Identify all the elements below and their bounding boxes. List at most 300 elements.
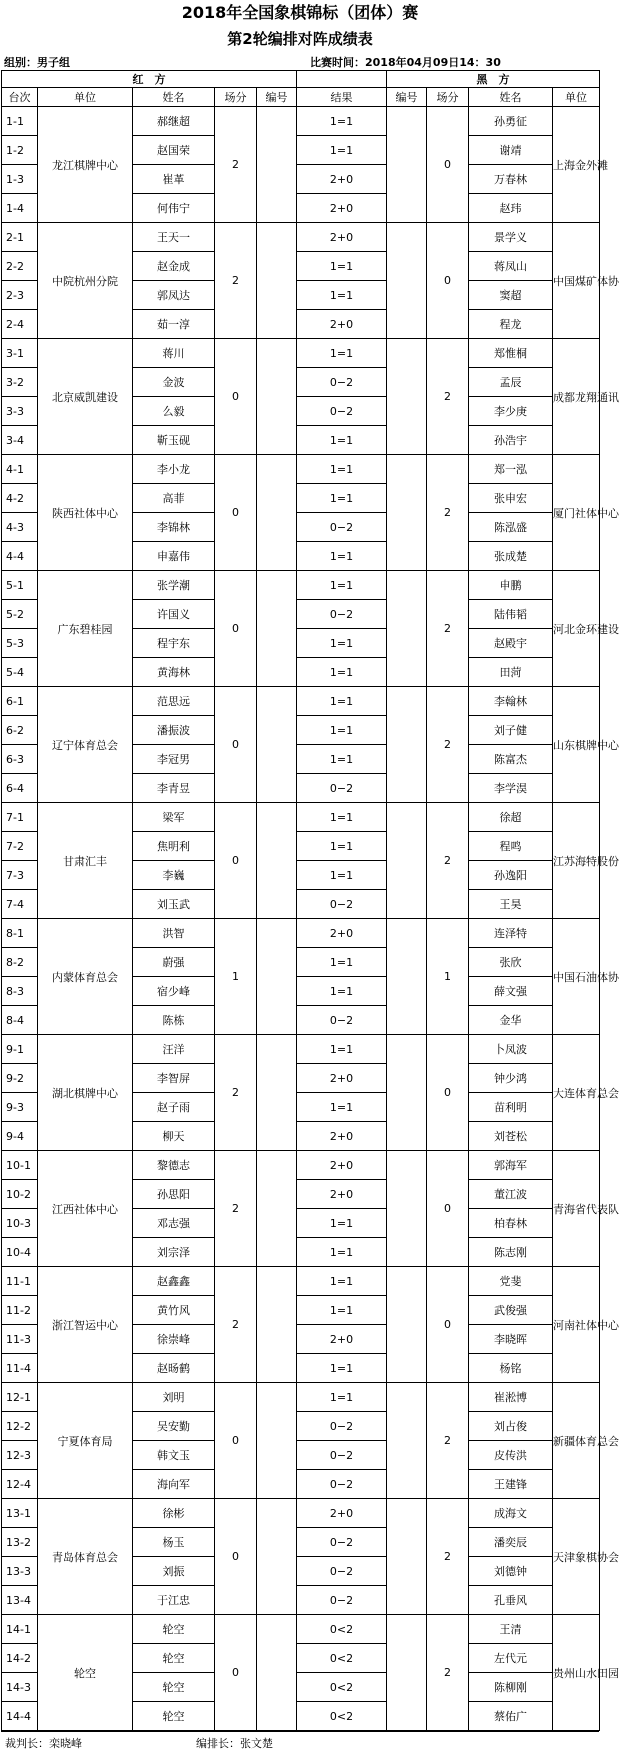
black-code — [387, 919, 427, 1035]
board-number: 7-3 — [2, 861, 38, 890]
board-number: 6-2 — [2, 716, 38, 745]
info-bar — [0, 52, 600, 70]
red-score: 0 — [215, 1383, 257, 1499]
col-table-no: 台次 — [2, 88, 38, 107]
board-result: 1=1 — [297, 1093, 387, 1122]
black-player: 孙勇征 — [469, 107, 553, 136]
arranger — [196, 1735, 273, 1751]
black-player: 王建锋 — [469, 1470, 553, 1499]
board-row — [2, 107, 600, 136]
board-number: 3-4 — [2, 426, 38, 455]
black-team: 贵州山水田园 — [553, 1615, 600, 1731]
black-player: 钟少鸿 — [469, 1064, 553, 1093]
board-result: 0−2 — [297, 1528, 387, 1557]
black-code — [387, 571, 427, 687]
black-player: 赵玮 — [469, 194, 553, 223]
black-team: 中国石油体协 — [553, 919, 600, 1035]
col-result: 结果 — [297, 88, 387, 107]
red-code — [257, 455, 297, 571]
black-score: 0 — [427, 1035, 469, 1151]
col-red-team: 单位 — [38, 88, 133, 107]
board-result: 1=1 — [297, 977, 387, 1006]
board-result: 0−2 — [297, 397, 387, 426]
red-player: 焦明利 — [133, 832, 215, 861]
board-number: 1-1 — [2, 107, 38, 136]
board-result: 0−2 — [297, 1470, 387, 1499]
black-code — [387, 455, 427, 571]
board-number: 13-2 — [2, 1528, 38, 1557]
black-player: 申鹏 — [469, 571, 553, 600]
black-score: 0 — [427, 223, 469, 339]
red-code — [257, 1035, 297, 1151]
red-player: 范思远 — [133, 687, 215, 716]
black-team: 新疆体育总会 — [553, 1383, 600, 1499]
black-player: 潘奕辰 — [469, 1528, 553, 1557]
black-player: 皮传洪 — [469, 1441, 553, 1470]
red-score: 0 — [215, 455, 257, 571]
black-team: 上海金外滩 — [553, 107, 600, 223]
red-team: 浙江智运中心 — [38, 1267, 133, 1383]
board-number: 1-2 — [2, 136, 38, 165]
board-result: 2+0 — [297, 1499, 387, 1528]
red-player: 靳玉砚 — [133, 426, 215, 455]
pairing-table — [1, 70, 619, 1731]
title: 2018年全国象棋锦标（团体）赛 — [181, 3, 419, 22]
black-player: 武俊强 — [469, 1296, 553, 1325]
board-result: 1=1 — [297, 339, 387, 368]
board-row — [2, 803, 600, 832]
footer — [1, 1731, 599, 1752]
board-number: 11-1 — [2, 1267, 38, 1296]
black-score: 2 — [427, 455, 469, 571]
black-code — [387, 339, 427, 455]
red-player: 申嘉伟 — [133, 542, 215, 571]
black-player: 陈志刚 — [469, 1238, 553, 1267]
black-score: 2 — [427, 803, 469, 919]
black-team: 大连体育总会 — [553, 1035, 600, 1151]
board-number: 9-2 — [2, 1064, 38, 1093]
red-player: 刘振 — [133, 1557, 215, 1586]
red-player: 张学潮 — [133, 571, 215, 600]
board-number: 3-3 — [2, 397, 38, 426]
red-player: 李巍 — [133, 861, 215, 890]
red-player: 王天一 — [133, 223, 215, 252]
red-score: 2 — [215, 1151, 257, 1267]
red-player: 汪洋 — [133, 1035, 215, 1064]
board-number: 11-4 — [2, 1354, 38, 1383]
black-score: 2 — [427, 1499, 469, 1615]
black-score: 0 — [427, 1151, 469, 1267]
red-player: 陈栋 — [133, 1006, 215, 1035]
black-player: 谢靖 — [469, 136, 553, 165]
board-result: 2+0 — [297, 1064, 387, 1093]
black-player: 景学义 — [469, 223, 553, 252]
board-row — [2, 1383, 600, 1412]
red-player: 蔚强 — [133, 948, 215, 977]
col-black-score: 场分 — [427, 88, 469, 107]
board-number: 9-4 — [2, 1122, 38, 1151]
board-result: 1=1 — [297, 1354, 387, 1383]
black-code — [387, 1267, 427, 1383]
black-team: 山东棋牌中心 — [553, 687, 600, 803]
board-result: 2+0 — [297, 1325, 387, 1354]
black-score: 2 — [427, 571, 469, 687]
black-player: 陈泓盛 — [469, 513, 553, 542]
board-row — [2, 1615, 600, 1644]
black-player: 窦超 — [469, 281, 553, 310]
red-score: 2 — [215, 1267, 257, 1383]
board-number: 6-4 — [2, 774, 38, 803]
black-team: 河南社体中心 — [553, 1267, 600, 1383]
board-number: 7-2 — [2, 832, 38, 861]
board-result: 1=1 — [297, 1238, 387, 1267]
board-number: 8-3 — [2, 977, 38, 1006]
black-code — [387, 1499, 427, 1615]
board-number: 10-4 — [2, 1238, 38, 1267]
red-player: 黎德志 — [133, 1151, 215, 1180]
board-result: 1=1 — [297, 1035, 387, 1064]
black-player: 金华 — [469, 1006, 553, 1035]
board-result: 1=1 — [297, 1209, 387, 1238]
board-row — [2, 1267, 600, 1296]
red-player: 宿少峰 — [133, 977, 215, 1006]
red-player: 程宇东 — [133, 629, 215, 658]
board-result: 2+0 — [297, 194, 387, 223]
board-number: 5-4 — [2, 658, 38, 687]
black-player: 董江波 — [469, 1180, 553, 1209]
board-number: 6-1 — [2, 687, 38, 716]
board-number: 14-1 — [2, 1615, 38, 1644]
time-info — [310, 54, 501, 70]
red-player: 海向军 — [133, 1470, 215, 1499]
black-score: 2 — [427, 1615, 469, 1731]
black-team: 河北金环建设 — [553, 571, 600, 687]
red-team: 内蒙体育总会 — [38, 919, 133, 1035]
black-player: 李晓晖 — [469, 1325, 553, 1354]
board-result: 1=1 — [297, 571, 387, 600]
black-score: 2 — [427, 687, 469, 803]
match-body — [2, 107, 619, 1731]
board-number: 8-1 — [2, 919, 38, 948]
red-player: 黄海林 — [133, 658, 215, 687]
board-result: 1=1 — [297, 658, 387, 687]
board-row — [2, 687, 600, 716]
red-player: 赵旸鹤 — [133, 1354, 215, 1383]
red-score: 0 — [215, 803, 257, 919]
red-player: 徐彬 — [133, 1499, 215, 1528]
red-player: 许国义 — [133, 600, 215, 629]
black-player: 张成楚 — [469, 542, 553, 571]
black-player: 王清 — [469, 1615, 553, 1644]
red-player: 吴安勤 — [133, 1412, 215, 1441]
black-player: 左代元 — [469, 1644, 553, 1673]
red-score: 0 — [215, 1615, 257, 1731]
board-result: 1=1 — [297, 542, 387, 571]
board-number: 1-3 — [2, 165, 38, 194]
board-row — [2, 571, 600, 600]
black-side-header: 黑 方 — [387, 71, 600, 88]
red-player: 于江忠 — [133, 1586, 215, 1615]
black-player: 刘德钟 — [469, 1557, 553, 1586]
red-team: 辽宁体育总会 — [38, 687, 133, 803]
board-result: 0−2 — [297, 890, 387, 919]
arranger-name: 张文楚 — [240, 1737, 273, 1750]
red-player: 李小龙 — [133, 455, 215, 484]
red-code — [257, 223, 297, 339]
black-team: 天津象棋协会 — [553, 1499, 600, 1615]
black-score: 2 — [427, 339, 469, 455]
board-number: 9-3 — [2, 1093, 38, 1122]
black-code — [387, 1151, 427, 1267]
red-player: 郝继超 — [133, 107, 215, 136]
board-number: 3-2 — [2, 368, 38, 397]
black-player: 刘占俊 — [469, 1412, 553, 1441]
red-player: 茹一淳 — [133, 310, 215, 339]
red-code — [257, 1383, 297, 1499]
black-player: 连泽特 — [469, 919, 553, 948]
board-result: 1=1 — [297, 455, 387, 484]
red-player: 黄竹风 — [133, 1296, 215, 1325]
black-player: 蔡佑广 — [469, 1702, 553, 1731]
black-player: 孔垂风 — [469, 1586, 553, 1615]
board-result: 0−2 — [297, 774, 387, 803]
black-team: 中国煤矿体协 — [553, 223, 600, 339]
board-result: 0−2 — [297, 1006, 387, 1035]
board-number: 13-4 — [2, 1586, 38, 1615]
board-result: 1=1 — [297, 832, 387, 861]
board-result: 1=1 — [297, 281, 387, 310]
red-player: 赵金成 — [133, 252, 215, 281]
black-score: 1 — [427, 919, 469, 1035]
red-team: 陕西社体中心 — [38, 455, 133, 571]
black-player: 陆伟韬 — [469, 600, 553, 629]
black-player: 张申宏 — [469, 484, 553, 513]
board-number: 2-3 — [2, 281, 38, 310]
red-code — [257, 687, 297, 803]
black-player: 郑一泓 — [469, 455, 553, 484]
red-player: 李冠男 — [133, 745, 215, 774]
board-result: 1=1 — [297, 1267, 387, 1296]
black-player: 孙浩宇 — [469, 426, 553, 455]
board-result: 1=1 — [297, 136, 387, 165]
red-score: 0 — [215, 1499, 257, 1615]
board-result: 0−2 — [297, 1586, 387, 1615]
black-player: 郭海军 — [469, 1151, 553, 1180]
black-team: 成都龙翔通讯 — [553, 339, 600, 455]
board-number: 12-3 — [2, 1441, 38, 1470]
referee — [5, 1735, 82, 1751]
col-red-score: 场分 — [215, 88, 257, 107]
side-gap — [297, 71, 387, 88]
board-number: 8-2 — [2, 948, 38, 977]
board-result: 2+0 — [297, 310, 387, 339]
board-result: 0−2 — [297, 1412, 387, 1441]
board-result: 0<2 — [297, 1644, 387, 1673]
black-player: 田菏 — [469, 658, 553, 687]
red-score: 0 — [215, 687, 257, 803]
red-team: 江西社体中心 — [38, 1151, 133, 1267]
time-label: 比赛时间： — [310, 56, 365, 69]
red-player: 徐崇峰 — [133, 1325, 215, 1354]
board-number: 5-2 — [2, 600, 38, 629]
board-number: 7-1 — [2, 803, 38, 832]
black-player: 崔淞博 — [469, 1383, 553, 1412]
board-result: 1=1 — [297, 426, 387, 455]
black-player: 程龙 — [469, 310, 553, 339]
board-number: 14-2 — [2, 1644, 38, 1673]
board-number: 13-1 — [2, 1499, 38, 1528]
red-player: 轮空 — [133, 1644, 215, 1673]
board-number: 11-3 — [2, 1325, 38, 1354]
black-player: 陈柳刚 — [469, 1673, 553, 1702]
black-code — [387, 687, 427, 803]
black-player: 程鸣 — [469, 832, 553, 861]
red-team: 轮空 — [38, 1615, 133, 1731]
board-number: 4-2 — [2, 484, 38, 513]
board-result: 1=1 — [297, 716, 387, 745]
red-player: 郭凤达 — [133, 281, 215, 310]
board-number: 12-2 — [2, 1412, 38, 1441]
board-number: 10-3 — [2, 1209, 38, 1238]
black-code — [387, 223, 427, 339]
red-player: 轮空 — [133, 1702, 215, 1731]
black-player: 李学淏 — [469, 774, 553, 803]
red-player: 刘玉武 — [133, 890, 215, 919]
red-code — [257, 1267, 297, 1383]
board-number: 2-1 — [2, 223, 38, 252]
board-number: 4-3 — [2, 513, 38, 542]
black-player: 柏春林 — [469, 1209, 553, 1238]
board-number: 8-4 — [2, 1006, 38, 1035]
board-result: 1=1 — [297, 948, 387, 977]
col-black-team: 单位 — [553, 88, 600, 107]
red-score: 2 — [215, 1035, 257, 1151]
board-result: 1=1 — [297, 252, 387, 281]
board-result: 0−2 — [297, 1557, 387, 1586]
red-score: 2 — [215, 107, 257, 223]
board-number: 4-4 — [2, 542, 38, 571]
red-player: 赵鑫鑫 — [133, 1267, 215, 1296]
board-number: 2-2 — [2, 252, 38, 281]
red-player: 轮空 — [133, 1673, 215, 1702]
red-player: 李青昱 — [133, 774, 215, 803]
red-team: 宁夏体育局 — [38, 1383, 133, 1499]
red-code — [257, 1499, 297, 1615]
red-player: 轮空 — [133, 1615, 215, 1644]
red-player: 李锦林 — [133, 513, 215, 542]
black-player: 党斐 — [469, 1267, 553, 1296]
red-player: 邓志强 — [133, 1209, 215, 1238]
black-player: 成海文 — [469, 1499, 553, 1528]
red-code — [257, 107, 297, 223]
board-row — [2, 339, 600, 368]
board-number: 14-4 — [2, 1702, 38, 1731]
red-team: 北京威凯建设 — [38, 339, 133, 455]
red-player: 么毅 — [133, 397, 215, 426]
red-code — [257, 919, 297, 1035]
black-code — [387, 107, 427, 223]
board-number: 9-1 — [2, 1035, 38, 1064]
board-number: 2-4 — [2, 310, 38, 339]
board-result: 1=1 — [297, 484, 387, 513]
board-number: 7-4 — [2, 890, 38, 919]
red-player: 崔革 — [133, 165, 215, 194]
board-row — [2, 223, 600, 252]
board-result: 1=1 — [297, 1296, 387, 1325]
red-player: 李智屏 — [133, 1064, 215, 1093]
red-player: 赵国荣 — [133, 136, 215, 165]
black-player: 刘苍松 — [469, 1122, 553, 1151]
black-team: 厦门社体中心 — [553, 455, 600, 571]
red-player: 孙思阳 — [133, 1180, 215, 1209]
black-player: 孟辰 — [469, 368, 553, 397]
board-number: 11-2 — [2, 1296, 38, 1325]
red-player: 刘宗泽 — [133, 1238, 215, 1267]
board-result: 0<2 — [297, 1702, 387, 1731]
board-result: 1=1 — [297, 745, 387, 774]
red-side-header: 红 方 — [2, 71, 297, 88]
board-result: 1=1 — [297, 1383, 387, 1412]
black-player: 赵殿宇 — [469, 629, 553, 658]
board-row — [2, 1151, 600, 1180]
board-result: 2+0 — [297, 1151, 387, 1180]
group-label: 组别：男子组 — [4, 56, 70, 69]
black-code — [387, 1383, 427, 1499]
board-number: 4-1 — [2, 455, 38, 484]
red-player: 金波 — [133, 368, 215, 397]
red-player: 杨玉 — [133, 1528, 215, 1557]
red-code — [257, 1151, 297, 1267]
black-player: 薛文强 — [469, 977, 553, 1006]
board-result: 2+0 — [297, 1180, 387, 1209]
black-player: 李翰林 — [469, 687, 553, 716]
black-score: 0 — [427, 1267, 469, 1383]
red-team: 湖北棋牌中心 — [38, 1035, 133, 1151]
black-player: 徐超 — [469, 803, 553, 832]
black-code — [387, 803, 427, 919]
board-number: 13-3 — [2, 1557, 38, 1586]
red-score: 0 — [215, 571, 257, 687]
red-code — [257, 1615, 297, 1731]
red-player: 高菲 — [133, 484, 215, 513]
referee-name: 栾晓峰 — [49, 1737, 82, 1750]
board-row — [2, 455, 600, 484]
board-number: 12-4 — [2, 1470, 38, 1499]
board-row — [2, 1035, 600, 1064]
board-result: 0<2 — [297, 1673, 387, 1702]
board-result: 0−2 — [297, 368, 387, 397]
board-result: 1=1 — [297, 687, 387, 716]
black-code — [387, 1615, 427, 1731]
board-result: 2+0 — [297, 165, 387, 194]
red-player: 韩文玉 — [133, 1441, 215, 1470]
red-score: 1 — [215, 919, 257, 1035]
red-team: 甘肃汇丰 — [38, 803, 133, 919]
red-player: 赵子雨 — [133, 1093, 215, 1122]
black-player: 李少庚 — [469, 397, 553, 426]
red-code — [257, 571, 297, 687]
board-result: 2+0 — [297, 1122, 387, 1151]
board-number: 3-1 — [2, 339, 38, 368]
black-player: 孙逸阳 — [469, 861, 553, 890]
board-number: 5-3 — [2, 629, 38, 658]
black-code — [387, 1035, 427, 1151]
arranger-label: 编排长： — [196, 1737, 240, 1750]
subtitle: 第2轮编排对阵成绩表 — [227, 30, 373, 48]
col-red-code: 编号 — [257, 88, 297, 107]
board-number: 6-3 — [2, 745, 38, 774]
board-result: 1=1 — [297, 861, 387, 890]
